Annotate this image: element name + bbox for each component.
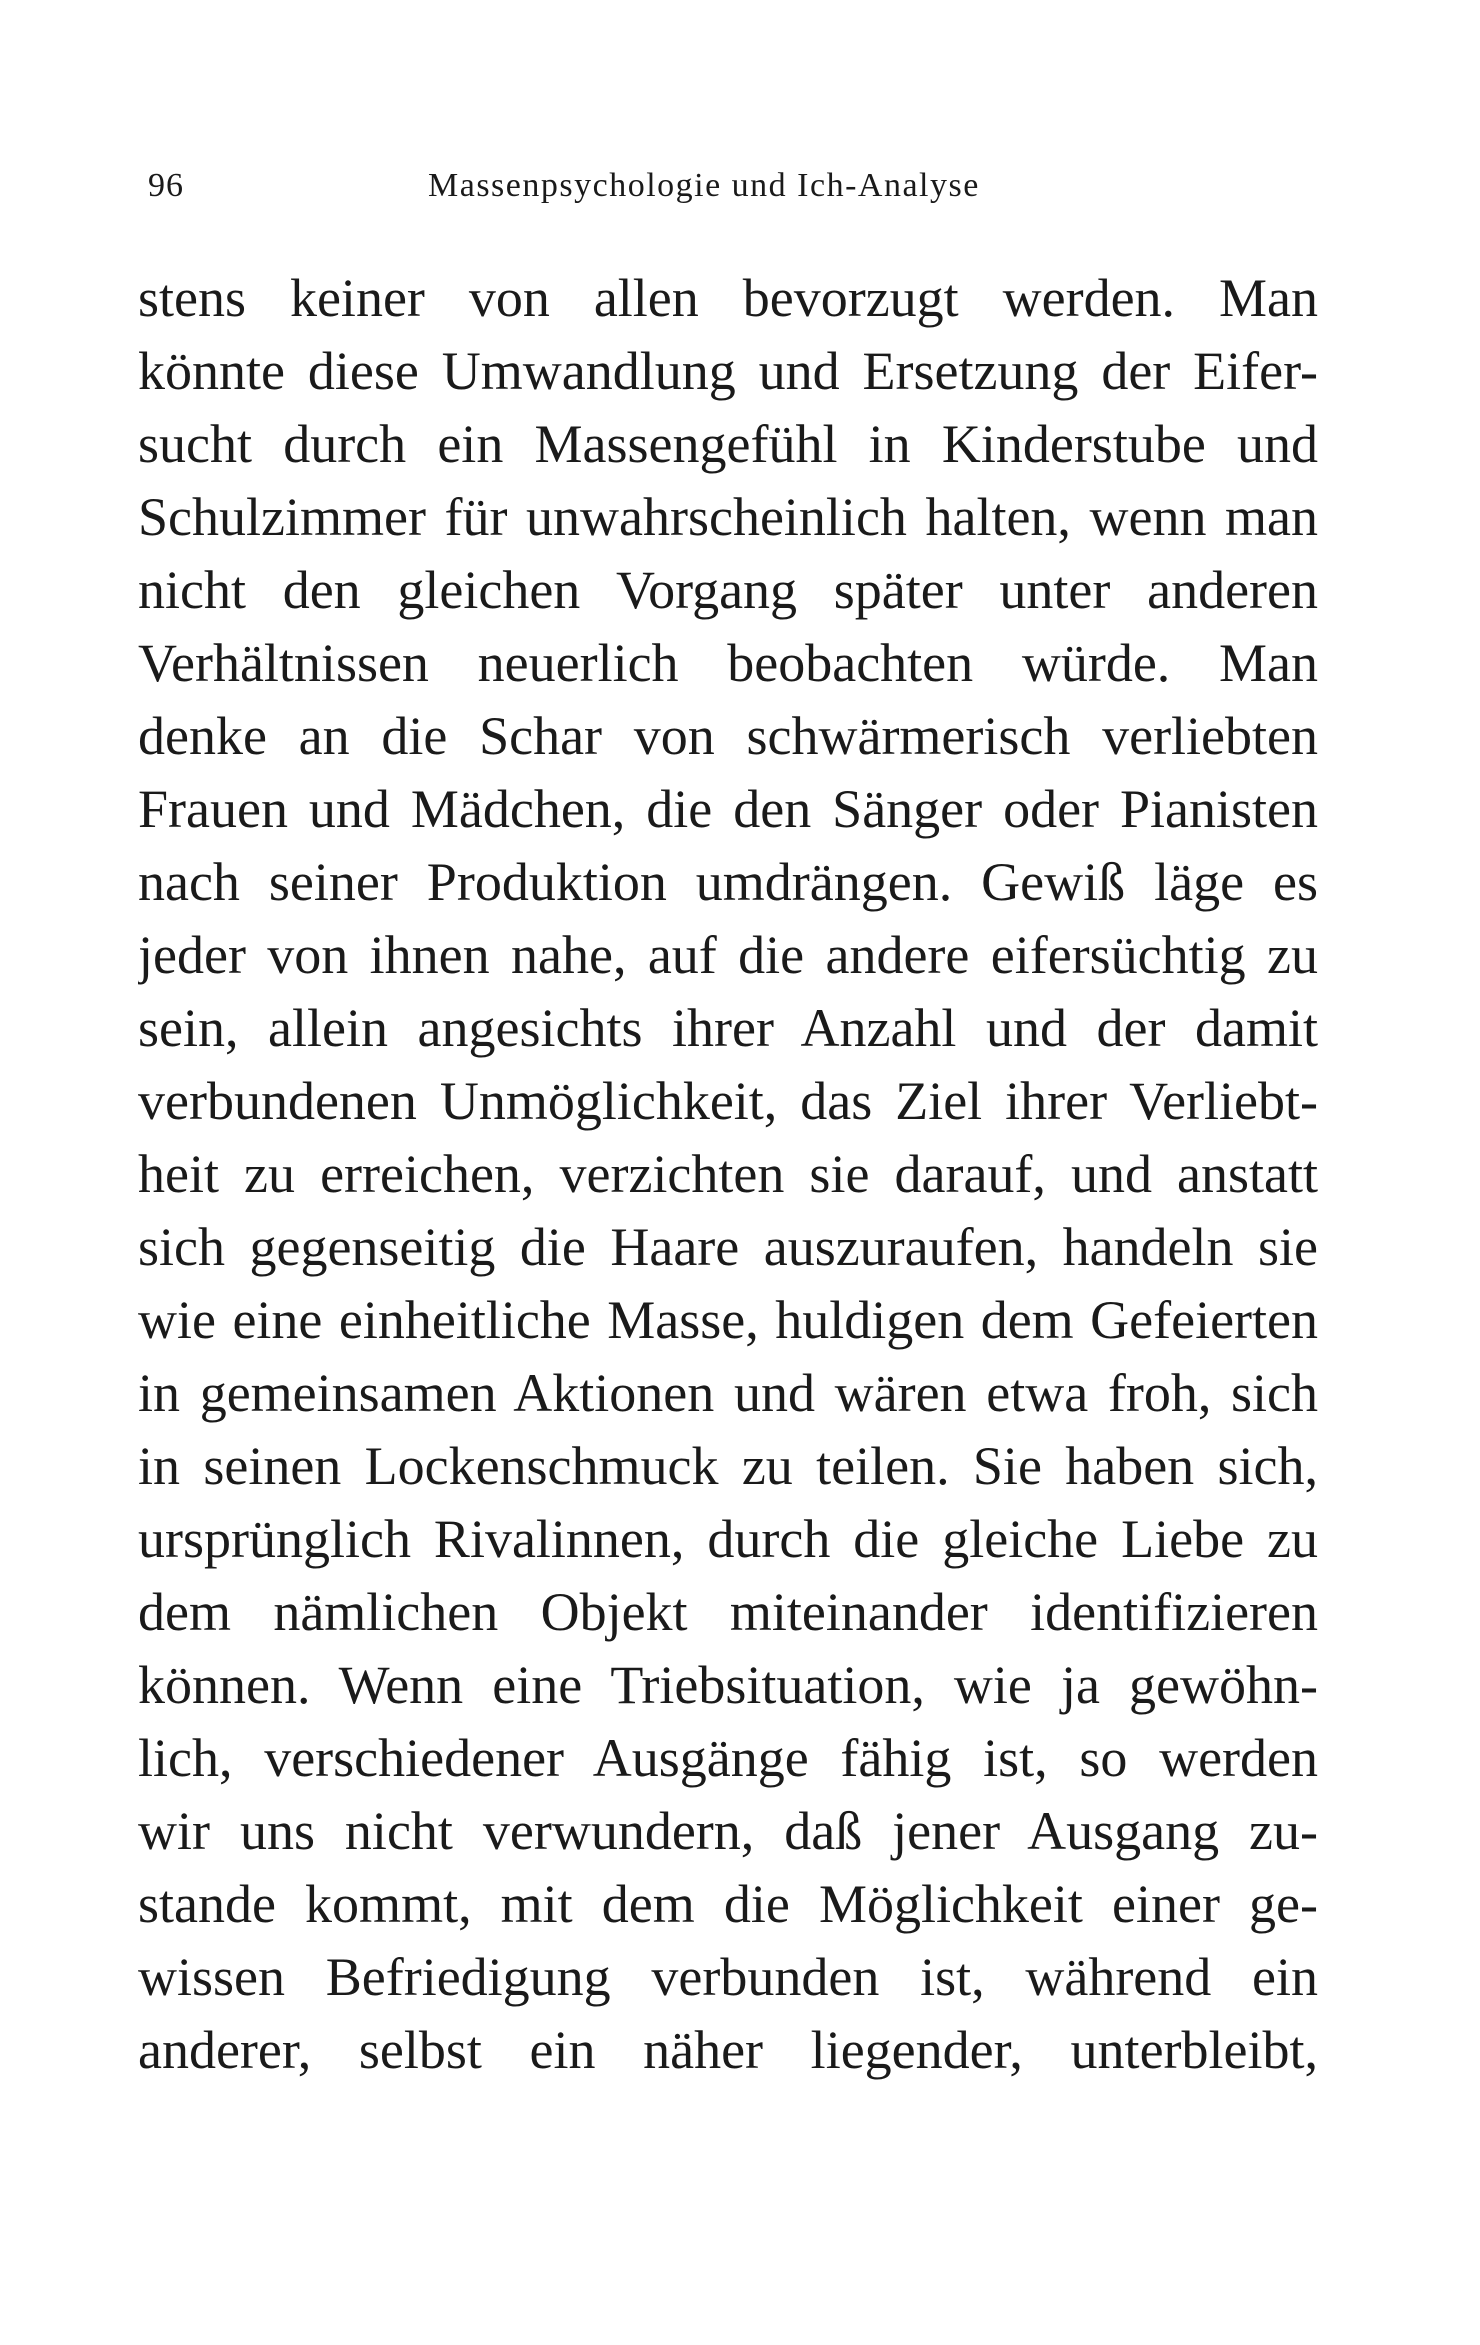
page-number: 96 bbox=[148, 167, 184, 204]
text-line: jeder von ihnen nahe, auf die andere eifersüchtig zu bbox=[138, 925, 1318, 985]
text-line: wissen Befriedigung verbunden ist, während ein bbox=[138, 1947, 1318, 2007]
text-line: lich, verschiedener Ausgänge fähig ist, so werden bbox=[138, 1728, 1318, 1788]
text-line: verbundenen Unmöglichkeit, das Ziel ihrer Verliebt- bbox=[138, 1071, 1318, 1131]
text-line: ursprünglich Rivalinnen, durch die gleiche Liebe zu bbox=[138, 1509, 1318, 1569]
text-line: wie eine einheitliche Masse, huldigen dem Gefeierten bbox=[138, 1290, 1318, 1350]
text-line: denke an die Schar von schwärmerisch verliebten bbox=[138, 706, 1318, 766]
text-line: in gemeinsamen Aktionen und wären etwa froh, sich bbox=[138, 1363, 1318, 1423]
text-line: dem nämlichen Objekt miteinander identifizieren bbox=[138, 1582, 1318, 1642]
text-line: in seinen Lockenschmuck zu teilen. Sie haben sich, bbox=[138, 1436, 1318, 1496]
running-head bbox=[148, 166, 1328, 206]
text-line: sucht durch ein Massengefühl in Kinderstube und bbox=[138, 414, 1318, 474]
text-line: anderer, selbst ein näher liegender, unterbleibt, bbox=[138, 2020, 1318, 2080]
text-line: können. Wenn eine Triebsituation, wie ja gewöhn- bbox=[138, 1655, 1318, 1715]
text-line: stens keiner von allen bevorzugt werden. Man bbox=[138, 268, 1318, 328]
text-line: Frauen und Mädchen, die den Sänger oder Pianisten bbox=[138, 779, 1318, 839]
text-line: sein, allein angesichts ihrer Anzahl und der damit bbox=[138, 998, 1318, 1058]
body-text bbox=[138, 262, 1318, 2087]
text-line: heit zu erreichen, verzichten sie darauf, und anstatt bbox=[138, 1144, 1318, 1204]
text-line: nach seiner Produktion umdrängen. Gewiß läge es bbox=[138, 852, 1318, 912]
text-line: könnte diese Umwandlung und Ersetzung der Eifer- bbox=[138, 341, 1318, 401]
text-line: stande kommt, mit dem die Möglichkeit einer ge- bbox=[138, 1874, 1318, 1934]
text-line: Verhältnissen neuerlich beobachten würde. Man bbox=[138, 633, 1318, 693]
text-line: wir uns nicht verwundern, daß jener Ausgang zu- bbox=[138, 1801, 1318, 1861]
running-title: Massenpsychologie und Ich-Analyse bbox=[428, 167, 980, 204]
text-line: Schulzimmer für unwahrscheinlich halten, wenn man bbox=[138, 487, 1318, 547]
text-line: nicht den gleichen Vorgang später unter anderen bbox=[138, 560, 1318, 620]
text-line: sich gegenseitig die Haare auszuraufen, handeln sie bbox=[138, 1217, 1318, 1277]
